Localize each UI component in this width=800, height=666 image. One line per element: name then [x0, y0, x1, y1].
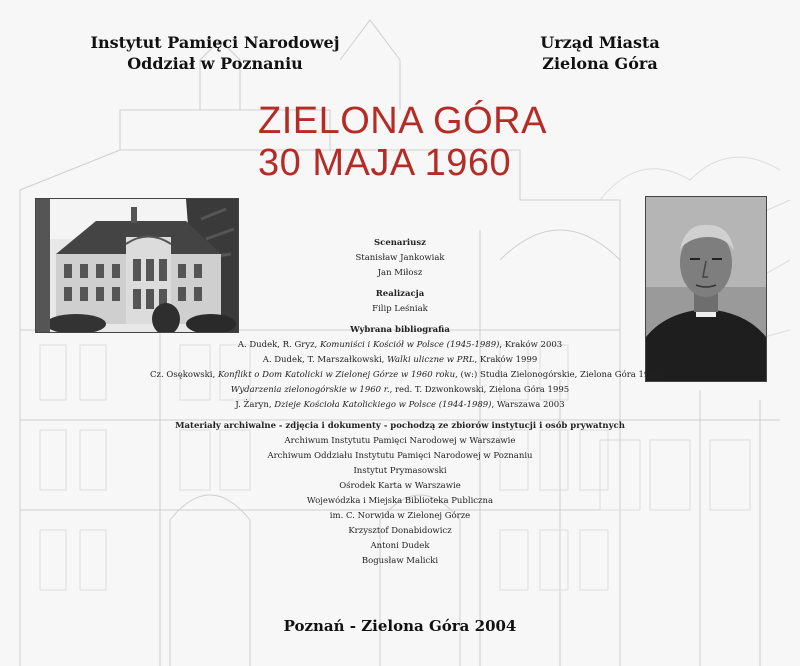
bibliography-title: Komuniści i Kościół w Polsce (1945-1989) — [320, 340, 500, 350]
bibliography-authors: A. Dudek, R. Gryz, — [237, 340, 321, 350]
page-title — [258, 100, 547, 184]
bibliography-title: Dzieje Kościoła Katolickiego w Polsce (1944-1989) — [274, 400, 492, 410]
archive-source: Bogusław Malicki — [361, 556, 439, 566]
bibliography-entry — [150, 338, 650, 353]
bibliography-authors: Cz. Osękowski, — [150, 370, 218, 380]
place-and-year-footer: Poznań - Zielona Góra 2004 — [283, 617, 517, 635]
bibliography-heading: Wybrana bibliografia — [350, 325, 450, 335]
bibliography-authors: A. Dudek, T. Marszałkowski, — [262, 355, 388, 365]
bibliography-publication: (w:) Studia Zielonogórskie, Zielona Góra 1995 — [457, 370, 661, 380]
realization-author: Filip Leśniak — [372, 304, 428, 314]
priest-portrait-photo — [645, 196, 767, 382]
archive-source: Wojewódzka i Miejska Biblioteka Publiczna — [306, 496, 494, 506]
city-name: Zielona Góra — [542, 54, 658, 73]
title-line-1: ZIELONA GÓRA — [258, 100, 547, 142]
bibliography-entry — [150, 353, 650, 368]
bibliography-title: Wydarzenia zielonogórskie w 1960 r. — [230, 385, 390, 395]
bibliography-publication: , red. T. Dzwonkowski, Zielona Góra 1995 — [389, 385, 570, 395]
scenario-heading: Scenariusz — [374, 238, 426, 248]
archive-source: Archiwum Oddziału Instytutu Pamięci Narodowej w Poznaniu — [267, 451, 533, 461]
archive-source: Ośrodek Karta w Warszawie — [339, 481, 461, 491]
bibliography-authors: J. Żaryn, — [235, 400, 275, 410]
institute-branch: Oddział w Poznaniu — [127, 54, 303, 73]
city-office-header — [500, 32, 700, 74]
bibliography-entry — [150, 383, 650, 398]
bibliography-title: Walki uliczne w PRL — [387, 355, 475, 365]
archive-source: im. C. Norwida w Zielonej Górze — [329, 511, 471, 521]
credits-block — [150, 236, 661, 569]
archive-source: Instytut Prymasowski — [353, 466, 447, 476]
realization-heading: Realizacja — [375, 289, 425, 299]
bibliography-title: Konflikt o Dom Katolicki w Zielonej Górze w 1960 roku, — [217, 370, 458, 380]
bibliography-publication: , Kraków 1999 — [474, 355, 538, 365]
archive-source: Antoni Dudek — [370, 541, 430, 551]
bibliography-entry — [150, 368, 661, 383]
scenario-author: Jan Miłosz — [377, 268, 423, 278]
bibliography-publication: , Kraków 2003 — [499, 340, 563, 350]
institute-name: Instytut Pamięci Narodowej — [90, 33, 340, 52]
archives-heading: Materiały archiwalne - zdjęcia i dokumenty - pochodzą ze zbiorów instytucji i osób prywatnych — [175, 421, 625, 431]
archive-source: Krzysztof Donabidowicz — [348, 526, 452, 536]
title-line-2: 30 MAJA 1960 — [258, 142, 512, 184]
scenario-author: Stanisław Jankowiak — [355, 253, 445, 263]
city-office-name: Urząd Miasta — [540, 33, 660, 52]
archive-source: Archiwum Instytutu Pamięci Narodowej w Warszawie — [284, 436, 516, 446]
bibliography-publication: , Warszawa 2003 — [491, 400, 565, 410]
bibliography-entry — [150, 398, 650, 413]
institute-header — [70, 32, 360, 74]
